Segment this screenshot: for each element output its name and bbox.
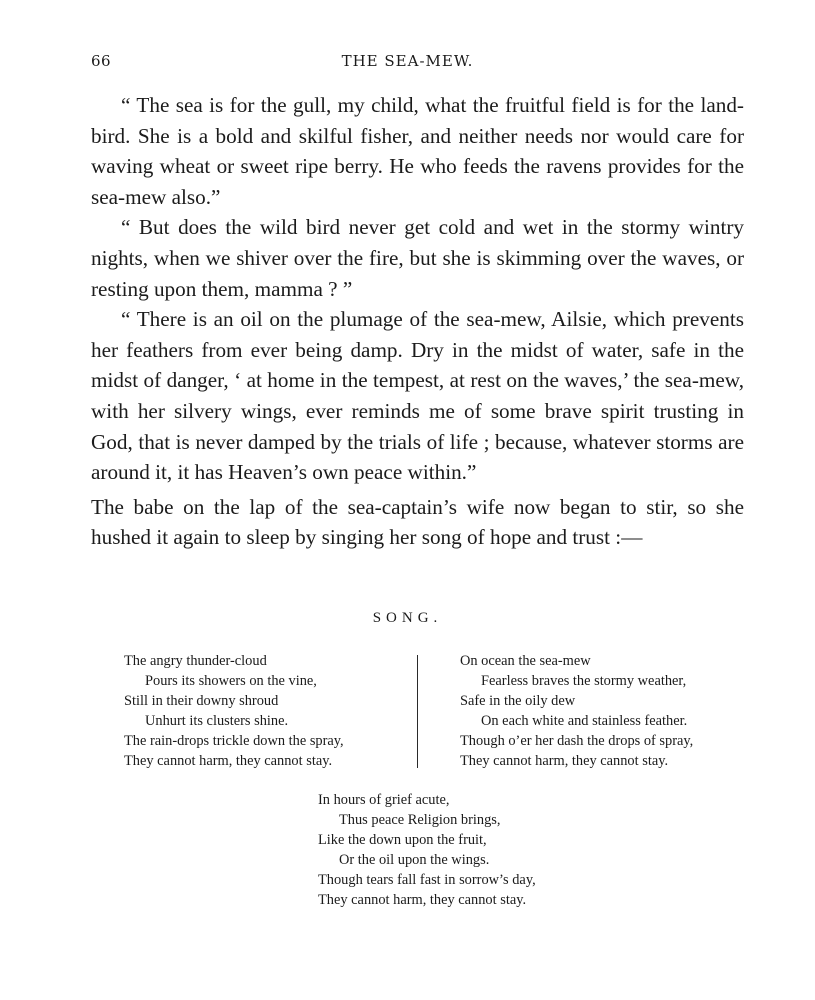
verse-line: Like the down upon the fruit, xyxy=(318,831,487,848)
verse-line: They cannot harm, they cannot stay. xyxy=(318,891,527,908)
verse-line: The angry thunder-cloud xyxy=(124,653,267,669)
column-divider xyxy=(417,655,418,768)
verse-line: Fearless braves the stormy weather, xyxy=(481,672,687,689)
song-title: SONG. xyxy=(372,610,443,626)
verse-line: Though o’er her dash the drops of spray, xyxy=(460,732,694,749)
verse-line: On ocean the sea-mew xyxy=(460,653,591,669)
verse-line: Thus peace Religion brings, xyxy=(339,811,501,828)
verse-line: Pours its showers on the vine, xyxy=(145,672,317,689)
paragraph: “ But does the wild bird never get cold and wet in the stormy wintry nights, when we shiver over the fire, but she is skimming over the waves, or resting upon them, mamma ? ” xyxy=(91,215,744,301)
verse-line: Unhurt its clusters shine. xyxy=(145,712,289,729)
running-title: THE SEA-MEW. xyxy=(341,52,474,70)
verse-line: Safe in the oily dew xyxy=(460,692,576,709)
verse-line: Still in their downy shroud xyxy=(124,692,279,709)
paragraph: “ There is an oil on the plumage of the sea-mew, Ailsie, which prevents her feathers from ever being damp. Dry in the midst of water, safe in the midst of danger, ‘ at home in the tempest, at rest on the waves,’ the sea-mew, with her silvery wings, ever reminds me of some brave spirit trusting in God, that is never damped by the trials of life ; because, whatever storms are around it, it has Heaven’s own peace within.” xyxy=(91,307,744,485)
stanza-bottom xyxy=(318,791,536,910)
verse-line: In hours of grief acute, xyxy=(318,792,450,808)
page-number: 66 xyxy=(91,52,112,70)
verse-line: On each white and stainless feather. xyxy=(481,712,688,729)
prose-body xyxy=(91,90,744,553)
paragraph: The babe on the lap of the sea-captain’s wife now began to stir, so she hushed it again to sleep by singing her song of hope and trust :— xyxy=(91,494,744,550)
paragraph: “ The sea is for the gull, my child, what the fruitful field is for the land-bird. She is a bold and skilful fisher, and neither needs nor would care for waving wheat or sweet ripe berry. He who feeds the ravens provides for the sea-mew also.” xyxy=(91,93,744,209)
stanza-right xyxy=(460,652,693,771)
verse-line: They cannot harm, they cannot stay. xyxy=(124,752,333,769)
stanza-left xyxy=(124,652,344,771)
verse-line: Or the oil upon the wings. xyxy=(339,851,490,868)
verse-line: The rain-drops trickle down the spray, xyxy=(124,732,344,749)
verse-line: They cannot harm, they cannot stay. xyxy=(460,752,669,769)
verse-line: Though tears fall fast in sorrow’s day, xyxy=(318,871,536,888)
